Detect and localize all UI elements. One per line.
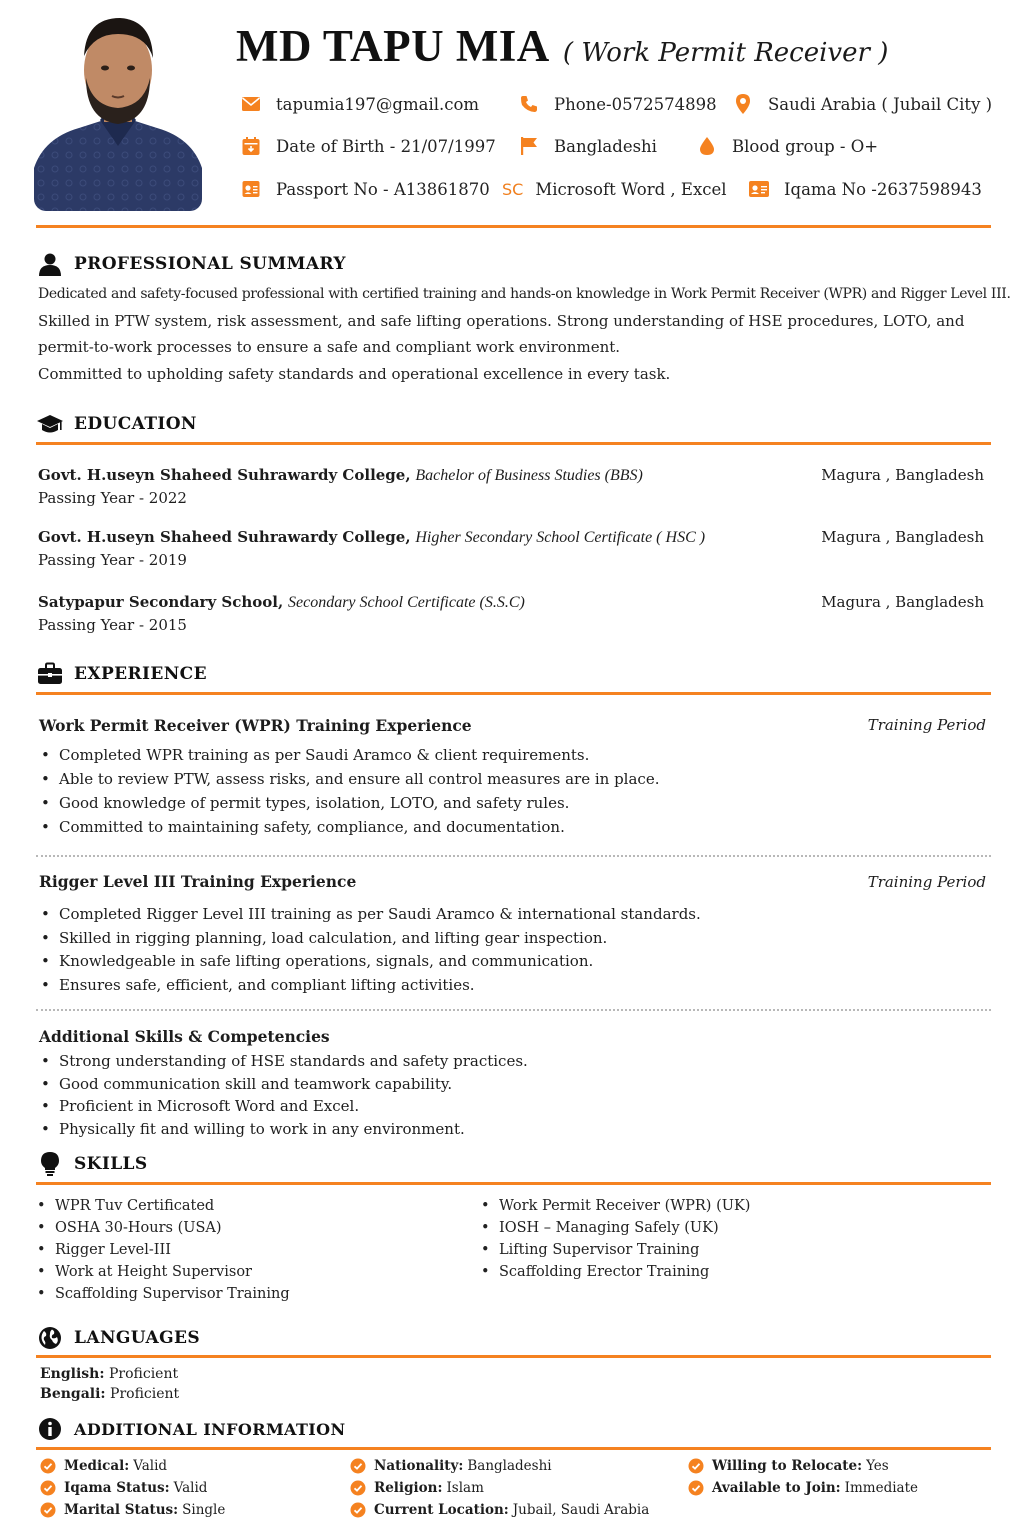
experience-heading (36, 660, 207, 688)
check-circle-icon (350, 1458, 366, 1474)
info-item: Available to Join: Immediate (688, 1480, 918, 1496)
check-circle-icon (40, 1480, 56, 1496)
list-item: • Scaffolding Erector Training (480, 1261, 750, 1283)
header-divider (36, 225, 991, 228)
languages-divider (36, 1355, 991, 1358)
education-item: Govt. H.useyn Shaheed Suhrawardy College, Higher Secondary School Certificate ( HSC ) Magura , Bangladesh Passing Year - 2019 (38, 528, 984, 569)
check-circle-icon (350, 1502, 366, 1518)
id-card-icon (748, 178, 770, 200)
education-heading (36, 410, 197, 438)
list-item: • Proficient in Microsoft Word and Excel. (40, 1095, 528, 1118)
education-item: Satypapur Secondary School, Secondary School Certificate (S.S.C) Magura , Bangladesh Passing Year - 2015 (38, 593, 984, 634)
section-title: LANGUAGES (74, 1328, 201, 1348)
contact-software: SC Microsoft Word , Excel (502, 179, 727, 199)
location-pin-icon (732, 93, 754, 115)
language-item: Bengali: Proficient (40, 1386, 180, 1402)
list-item: • Physically fit and willing to work in any environment. (40, 1118, 528, 1141)
info-item: Marital Status: Single (40, 1502, 225, 1518)
profile-photo (34, 8, 202, 211)
list-item: • Lifting Supervisor Training (480, 1239, 750, 1261)
experience-divider (36, 692, 991, 695)
contact-passport: Passport No - A13861870 (240, 178, 490, 200)
check-circle-icon (40, 1458, 56, 1474)
additional-skills-title: Additional Skills & Competencies (39, 1027, 330, 1046)
languages-heading (36, 1324, 200, 1352)
info-item: Medical: Valid (40, 1458, 167, 1474)
additional-info-heading (36, 1415, 346, 1443)
additional-skills-bullets (40, 1050, 528, 1141)
list-item: • Good knowledge of permit types, isolation, LOTO, and safety rules. (40, 791, 659, 815)
check-circle-icon (688, 1458, 704, 1474)
job-bullets (40, 743, 659, 839)
job-role: ( Work Permit Receiver ) (562, 38, 889, 68)
education-divider (36, 442, 991, 445)
section-title: EDUCATION (74, 414, 197, 434)
list-item: • Committed to maintaining safety, compliance, and documentation. (40, 815, 659, 839)
list-item: • Ensures safe, efficient, and compliant lifting activities. (40, 974, 701, 998)
skills-heading (36, 1150, 148, 1178)
skills-list-right (480, 1195, 750, 1283)
job-title: Work Permit Receiver (WPR) Training Experience (39, 716, 472, 735)
job-bullets (40, 903, 701, 997)
dotted-divider (36, 855, 991, 857)
lightbulb-icon (36, 1150, 64, 1178)
check-circle-icon (40, 1502, 56, 1518)
section-title: ADDITIONAL INFORMATION (74, 1419, 346, 1439)
contact-blood-group: Blood group - O+ (696, 135, 878, 157)
info-icon (36, 1415, 64, 1443)
additional-info-divider (36, 1447, 991, 1450)
globe-icon (36, 1324, 64, 1352)
software-icon: SC (502, 179, 524, 199)
contact-location: Saudi Arabia ( Jubail City ) (732, 93, 992, 115)
skills-list-left (36, 1195, 290, 1305)
list-item: • WPR Tuv Certificated (36, 1195, 290, 1217)
full-name: MD TAPU MIA (236, 21, 550, 71)
list-item: • Completed Rigger Level III training as per Saudi Aramco & international standards. (40, 903, 701, 927)
section-title: PROFESSIONAL SUMMARY (74, 254, 346, 274)
name-heading (236, 20, 888, 72)
check-circle-icon (688, 1480, 704, 1496)
info-item: Religion: Islam (350, 1480, 484, 1496)
passport-icon (240, 178, 262, 200)
list-item: • Strong understanding of HSE standards and safety practices. (40, 1050, 528, 1073)
graduation-cap-icon (36, 410, 64, 438)
briefcase-icon (36, 660, 64, 688)
mail-icon (240, 93, 262, 115)
job-period: Training Period (867, 716, 986, 734)
contact-email[interactable]: tapumia197@gmail.com (240, 93, 479, 115)
phone-icon (518, 93, 540, 115)
list-item: • Work at Height Supervisor (36, 1261, 290, 1283)
list-item: • Work Permit Receiver (WPR) (UK) (480, 1195, 750, 1217)
info-item: Iqama Status: Valid (40, 1480, 207, 1496)
contact-iqama: Iqama No -2637598943 (748, 178, 982, 200)
blood-drop-icon (696, 135, 718, 157)
summary-heading (36, 250, 346, 278)
job-period: Training Period (867, 873, 986, 891)
dotted-divider (36, 1009, 991, 1011)
job-title: Rigger Level III Training Experience (39, 872, 357, 891)
info-item: Willing to Relocate: Yes (688, 1458, 889, 1474)
list-item: • IOSH – Managing Safely (UK) (480, 1217, 750, 1239)
contact-nationality: Bangladeshi (518, 135, 657, 157)
list-item: • Scaffolding Supervisor Training (36, 1283, 290, 1305)
summary-text: Dedicated and safety-focused professional with certified training and hands-on knowledge in Work Permit Receiver (WPR) and Rigger Level III. Skilled in PTW system, risk assessment, and safe lifting operations. Strong understanding of HSE procedures, LOTO, and permit-to-work processes to ensure a safe and compliant work environment. Committed to upholding safety standards and operational excellence in every task. (38, 286, 1011, 383)
list-item: • Skilled in rigging planning, load calculation, and lifting gear inspection. (40, 927, 701, 951)
section-title: SKILLS (74, 1154, 148, 1174)
contact-phone[interactable]: Phone-0572574898 (518, 93, 717, 115)
skills-divider (36, 1182, 991, 1185)
section-title: EXPERIENCE (74, 664, 207, 684)
info-item: Current Location: Jubail, Saudi Arabia (350, 1502, 649, 1518)
list-item: • Good communication skill and teamwork capability. (40, 1073, 528, 1096)
list-item: • Knowledgeable in safe lifting operations, signals, and communication. (40, 950, 701, 974)
flag-icon (518, 135, 540, 157)
list-item: • OSHA 30-Hours (USA) (36, 1217, 290, 1239)
list-item: • Completed WPR training as per Saudi Aramco & client requirements. (40, 743, 659, 767)
list-item: • Rigger Level-III (36, 1239, 290, 1261)
user-icon (36, 250, 64, 278)
check-circle-icon (350, 1480, 366, 1496)
education-item: Govt. H.useyn Shaheed Suhrawardy College, Bachelor of Business Studies (BBS) Magura , Bangladesh Passing Year - 2022 (38, 466, 984, 507)
info-item: Nationality: Bangladeshi (350, 1458, 552, 1474)
language-item: English: Proficient (40, 1366, 179, 1382)
calendar-icon (240, 135, 262, 157)
contact-dob: Date of Birth - 21/07/1997 (240, 135, 496, 157)
list-item: • Able to review PTW, assess risks, and ensure all control measures are in place. (40, 767, 659, 791)
